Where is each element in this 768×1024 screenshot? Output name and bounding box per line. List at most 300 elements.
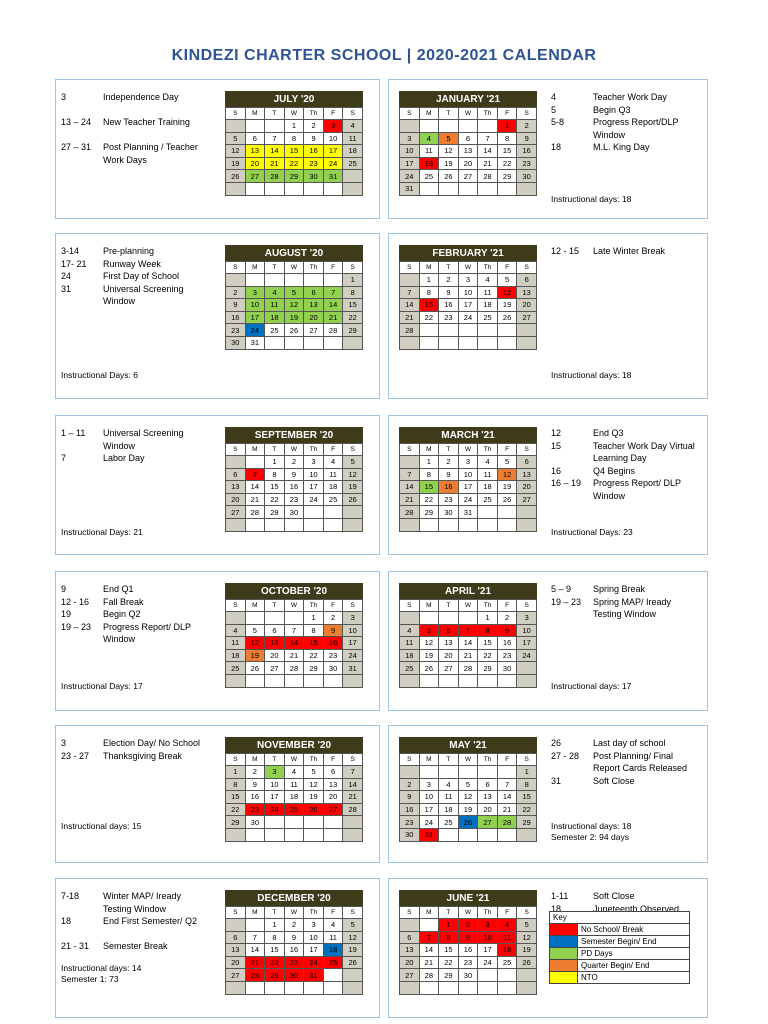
day-cell: 10 (245, 299, 265, 312)
week-row (400, 766, 537, 779)
day-cell: 21 (478, 157, 498, 170)
day-cell: 17 (478, 944, 498, 957)
notes-list (61, 427, 206, 465)
day-cell: 29 (517, 816, 537, 829)
day-cell (439, 324, 459, 337)
day-cell: 24 (323, 157, 343, 170)
day-cell: 28 (245, 506, 265, 519)
day-cell: 23 (497, 649, 517, 662)
weekday-label: T (439, 108, 459, 120)
notes-list (61, 737, 206, 762)
day-cell: 14 (245, 944, 265, 957)
note-text: Pre-planning (103, 246, 155, 256)
weekday-label: M (419, 444, 439, 456)
week-row (226, 274, 363, 287)
day-cell: 17 (517, 637, 537, 650)
note-item (551, 91, 696, 104)
day-cell (343, 981, 363, 994)
day-cell: 6 (439, 624, 459, 637)
note-text: End Q3 (593, 428, 624, 438)
day-cell: 3 (304, 919, 324, 932)
month-name: SEPTEMBER '20 (225, 427, 363, 443)
day-cell: 27 (517, 493, 537, 506)
weekday-label: M (245, 754, 265, 766)
day-cell: 2 (458, 919, 478, 932)
day-cell: 29 (497, 170, 517, 183)
day-cell: 9 (304, 132, 324, 145)
day-cell: 1 (226, 766, 246, 779)
day-cell: 9 (517, 132, 537, 145)
day-cell: 16 (497, 637, 517, 650)
day-cell: 30 (439, 506, 459, 519)
day-cell: 19 (304, 791, 324, 804)
day-cell: 12 (458, 791, 478, 804)
day-cell (439, 182, 459, 195)
day-cell: 19 (458, 803, 478, 816)
weekday-label: Th (478, 262, 498, 274)
day-cell (343, 182, 363, 195)
day-cell: 26 (458, 816, 478, 829)
day-cell (478, 766, 498, 779)
day-cell: 6 (458, 132, 478, 145)
week-row (400, 324, 537, 337)
weekday-header (226, 108, 363, 120)
day-cell: 14 (323, 299, 343, 312)
note-item (551, 116, 696, 141)
day-cell: 3 (400, 132, 420, 145)
week-row (400, 674, 537, 687)
month-calendar (225, 427, 363, 532)
day-cell: 20 (458, 157, 478, 170)
day-cell: 11 (284, 778, 304, 791)
week-row (226, 157, 363, 170)
day-cell (419, 518, 439, 531)
day-cell: 13 (304, 299, 324, 312)
weekday-label: Th (304, 600, 324, 612)
day-cell: 2 (323, 612, 343, 625)
day-cell: 10 (517, 624, 537, 637)
day-cell (245, 828, 265, 841)
weekday-label: Th (304, 444, 324, 456)
day-cell (245, 674, 265, 687)
day-cell: 28 (284, 662, 304, 675)
month-name: MARCH '21 (399, 427, 537, 443)
day-cell: 19 (226, 157, 246, 170)
weekday-label: F (323, 444, 343, 456)
key-swatch (550, 948, 578, 960)
weekday-label: T (439, 262, 459, 274)
day-cell (323, 981, 343, 994)
day-cell: 16 (323, 637, 343, 650)
day-cell (400, 336, 420, 349)
day-cell: 19 (419, 649, 439, 662)
day-cell: 22 (226, 803, 246, 816)
note-date: 5 – 9 (551, 584, 572, 594)
day-cell (284, 518, 304, 531)
week-row (226, 311, 363, 324)
day-cell: 28 (478, 170, 498, 183)
day-cell: 30 (323, 662, 343, 675)
weekday-label: F (497, 907, 517, 919)
day-cell: 25 (284, 803, 304, 816)
weekday-label: T (265, 444, 285, 456)
weekday-label: F (323, 600, 343, 612)
weekday-label: F (323, 907, 343, 919)
day-cell: 1 (265, 919, 285, 932)
day-cell: 29 (478, 662, 498, 675)
day-cell: 1 (284, 120, 304, 133)
day-cell: 8 (419, 286, 439, 299)
day-cell: 8 (284, 132, 304, 145)
weekday-label: T (439, 907, 459, 919)
week-row (226, 518, 363, 531)
weekday-label: T (439, 600, 459, 612)
day-cell (439, 612, 459, 625)
day-cell (458, 182, 478, 195)
month-grid (225, 599, 363, 688)
day-cell: 23 (304, 157, 324, 170)
day-cell: 28 (343, 803, 363, 816)
day-cell: 16 (284, 481, 304, 494)
weekday-label: S (517, 262, 537, 274)
day-cell (497, 506, 517, 519)
day-cell (245, 981, 265, 994)
day-cell: 31 (400, 182, 420, 195)
day-cell: 27 (458, 170, 478, 183)
day-cell (497, 828, 517, 841)
day-cell: 22 (517, 803, 537, 816)
day-cell: 17 (245, 311, 265, 324)
day-cell: 27 (517, 311, 537, 324)
day-cell (304, 506, 324, 519)
weekday-label: Th (478, 754, 498, 766)
day-cell: 22 (478, 649, 498, 662)
day-cell: 20 (245, 157, 265, 170)
note-text: Q4 Begins (593, 465, 636, 476)
day-cell: 18 (400, 649, 420, 662)
weekday-header (226, 444, 363, 456)
note-item (61, 928, 206, 941)
day-cell: 12 (245, 637, 265, 650)
day-cell: 10 (304, 931, 324, 944)
day-cell: 17 (458, 481, 478, 494)
day-cell (419, 919, 439, 932)
day-cell: 14 (400, 481, 420, 494)
day-cell (517, 969, 537, 982)
day-cell (245, 518, 265, 531)
week-row (226, 182, 363, 195)
day-cell (478, 981, 498, 994)
day-cell: 26 (419, 662, 439, 675)
key-swatch (550, 936, 578, 948)
day-cell: 18 (226, 649, 246, 662)
day-cell: 9 (439, 468, 459, 481)
weekday-label: T (265, 907, 285, 919)
day-cell (323, 816, 343, 829)
day-cell: 30 (497, 662, 517, 675)
day-cell: 17 (343, 637, 363, 650)
day-cell: 30 (284, 506, 304, 519)
day-cell (265, 828, 285, 841)
day-cell: 8 (265, 468, 285, 481)
day-cell: 4 (284, 766, 304, 779)
weekday-label: S (517, 754, 537, 766)
day-cell: 3 (245, 286, 265, 299)
day-cell: 21 (323, 311, 343, 324)
day-cell: 31 (245, 336, 265, 349)
weekday-label: W (458, 907, 478, 919)
day-cell: 7 (245, 468, 265, 481)
weekday-label: Th (478, 907, 498, 919)
day-cell: 22 (419, 311, 439, 324)
day-cell (245, 120, 265, 133)
day-cell: 9 (400, 791, 420, 804)
day-cell (265, 182, 285, 195)
day-cell: 5 (245, 624, 265, 637)
note-date: 16 – 19 (551, 478, 582, 489)
note-item (61, 141, 206, 166)
day-cell: 15 (284, 145, 304, 158)
day-cell: 1 (419, 274, 439, 287)
day-cell: 28 (419, 969, 439, 982)
weekday-label: F (323, 754, 343, 766)
day-cell: 30 (458, 969, 478, 982)
day-cell: 8 (439, 931, 459, 944)
weekday-label: F (323, 108, 343, 120)
weekday-label: S (343, 600, 363, 612)
weekday-header (226, 907, 363, 919)
weekday-label: T (439, 444, 459, 456)
week-row (400, 311, 537, 324)
day-cell: 20 (304, 311, 324, 324)
note-item (551, 141, 696, 154)
day-cell: 5 (458, 778, 478, 791)
weekday-header (400, 108, 537, 120)
day-cell (439, 674, 459, 687)
day-cell (400, 981, 420, 994)
day-cell (517, 828, 537, 841)
day-cell (400, 612, 420, 625)
day-cell: 13 (517, 468, 537, 481)
weekday-label: F (323, 262, 343, 274)
weekday-label: F (497, 262, 517, 274)
note-item (61, 583, 206, 596)
day-cell: 11 (265, 299, 285, 312)
weekday-label: S (226, 262, 246, 274)
month-name: FEBRUARY '21 (399, 245, 537, 261)
day-cell: 26 (439, 170, 459, 183)
week-row (400, 518, 537, 531)
day-cell: 2 (497, 612, 517, 625)
note-date: 19 (61, 609, 72, 620)
note-item (61, 258, 206, 271)
note-text: First Day of School (103, 271, 180, 282)
month-calendar (225, 583, 363, 688)
month-grid (399, 753, 537, 842)
day-cell: 12 (419, 637, 439, 650)
day-cell (517, 518, 537, 531)
instructional-days: Instructional Days: 6 (61, 370, 139, 380)
day-cell: 15 (304, 637, 324, 650)
day-cell (458, 674, 478, 687)
day-cell: 8 (304, 624, 324, 637)
day-cell: 3 (343, 612, 363, 625)
week-row (226, 120, 363, 133)
day-cell: 19 (497, 299, 517, 312)
weekday-label: W (458, 444, 478, 456)
weekday-label: T (265, 600, 285, 612)
day-cell: 12 (343, 931, 363, 944)
day-cell: 14 (497, 791, 517, 804)
week-row (226, 791, 363, 804)
day-cell (458, 518, 478, 531)
note-item (61, 608, 206, 621)
day-cell: 18 (343, 145, 363, 158)
key-label: Semester Begin/ End (578, 936, 690, 948)
notes-list (61, 583, 206, 646)
day-cell: 18 (478, 481, 498, 494)
day-cell (419, 766, 439, 779)
week-row (226, 456, 363, 469)
week-row (400, 778, 537, 791)
day-cell: 23 (284, 493, 304, 506)
month-calendar (399, 91, 537, 196)
day-cell: 1 (478, 612, 498, 625)
key-swatch (550, 972, 578, 984)
day-cell (284, 182, 304, 195)
week-row (400, 969, 537, 982)
day-cell: 11 (497, 931, 517, 944)
weekday-label: S (517, 600, 537, 612)
day-cell: 12 (517, 931, 537, 944)
day-cell: 20 (517, 299, 537, 312)
week-row (226, 919, 363, 932)
day-cell: 5 (419, 624, 439, 637)
day-cell (400, 674, 420, 687)
month-name: JUNE '21 (399, 890, 537, 906)
weekday-label: M (245, 262, 265, 274)
day-cell: 16 (245, 791, 265, 804)
day-cell: 23 (400, 816, 420, 829)
day-cell: 27 (226, 969, 246, 982)
note-date: 1 – 11 (61, 428, 86, 438)
weekday-label: Th (304, 754, 324, 766)
weekday-label: Th (304, 907, 324, 919)
day-cell (226, 518, 246, 531)
weekday-label: T (265, 108, 285, 120)
weekday-label: S (400, 754, 420, 766)
day-cell (458, 336, 478, 349)
day-cell: 5 (497, 274, 517, 287)
weekday-label: Th (304, 108, 324, 120)
day-cell: 11 (323, 931, 343, 944)
weekday-label: F (497, 108, 517, 120)
notes-list (551, 583, 696, 621)
instructional-days: Instructional Days: 21 (61, 527, 143, 537)
day-cell (323, 274, 343, 287)
instructional-days: Instructional days: 17 (551, 681, 632, 691)
day-cell: 24 (304, 493, 324, 506)
day-cell: 24 (343, 649, 363, 662)
day-cell: 3 (265, 766, 285, 779)
note-date: 13 – 24 (61, 117, 92, 128)
day-cell: 7 (419, 931, 439, 944)
day-cell: 25 (497, 956, 517, 969)
day-cell (478, 506, 498, 519)
day-cell (458, 766, 478, 779)
day-cell (439, 766, 459, 779)
day-cell (458, 981, 478, 994)
weekday-label: W (284, 907, 304, 919)
day-cell: 28 (458, 662, 478, 675)
month-calendar (399, 583, 537, 688)
weekday-label: Th (304, 262, 324, 274)
day-cell: 2 (439, 274, 459, 287)
day-cell: 6 (400, 931, 420, 944)
week-row (226, 674, 363, 687)
day-cell (458, 324, 478, 337)
week-row (226, 803, 363, 816)
weekday-label: T (265, 262, 285, 274)
day-cell (323, 674, 343, 687)
weekday-label: M (419, 262, 439, 274)
day-cell: 11 (226, 637, 246, 650)
day-cell: 18 (478, 299, 498, 312)
note-text: Fall Break (103, 596, 144, 607)
week-row (226, 931, 363, 944)
day-cell: 8 (419, 468, 439, 481)
note-text: Post Planning/ Final Report Cards Released (593, 750, 688, 774)
day-cell (323, 518, 343, 531)
day-cell: 21 (343, 791, 363, 804)
day-cell: 2 (226, 286, 246, 299)
day-cell: 20 (265, 649, 285, 662)
day-cell: 10 (458, 286, 478, 299)
day-cell: 7 (400, 286, 420, 299)
day-cell: 5 (226, 132, 246, 145)
week-row (226, 778, 363, 791)
day-cell: 12 (439, 145, 459, 158)
day-cell: 18 (265, 311, 285, 324)
day-cell: 15 (226, 791, 246, 804)
week-row (226, 299, 363, 312)
day-cell: 14 (478, 145, 498, 158)
day-cell: 21 (245, 493, 265, 506)
month-name: NOVEMBER '20 (225, 737, 363, 753)
note-item (551, 750, 696, 775)
day-cell (478, 182, 498, 195)
day-cell: 3 (478, 919, 498, 932)
day-cell: 17 (400, 157, 420, 170)
day-cell: 3 (458, 456, 478, 469)
day-cell: 7 (245, 931, 265, 944)
day-cell: 29 (265, 969, 285, 982)
day-cell: 21 (245, 956, 265, 969)
week-row (400, 803, 537, 816)
day-cell: 17 (265, 791, 285, 804)
month-grid (399, 599, 537, 688)
weekday-label: W (284, 444, 304, 456)
month-name: JANUARY '21 (399, 91, 537, 107)
key-label: NTO (578, 972, 690, 984)
note-text: Post Planning / Teacher Work Days (103, 142, 198, 165)
notes-list (61, 890, 206, 953)
day-cell: 24 (478, 956, 498, 969)
day-cell: 14 (400, 299, 420, 312)
day-cell: 13 (458, 145, 478, 158)
day-cell: 21 (284, 649, 304, 662)
day-cell (517, 662, 537, 675)
